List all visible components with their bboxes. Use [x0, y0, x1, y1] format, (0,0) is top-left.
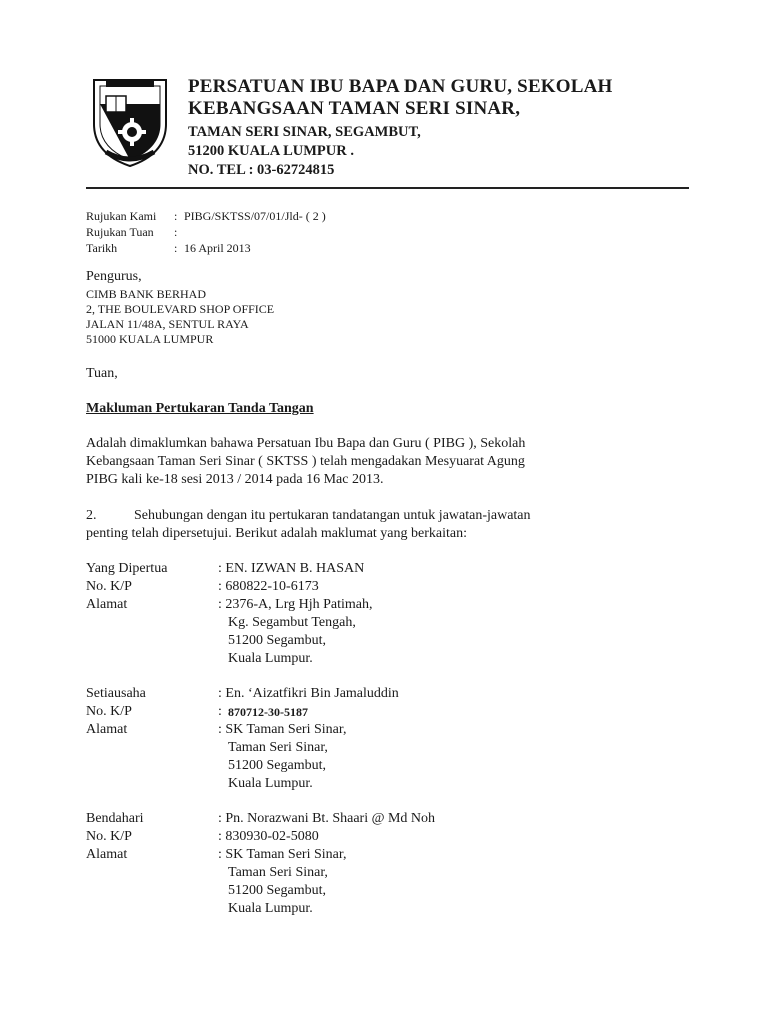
paragraph-line: Kebangsaan Taman Seri Sinar ( SKTSS ) telah mengadakan Mesyuarat Agung [86, 454, 525, 469]
org-address-line2: 51200 KUALA LUMPUR . [188, 143, 354, 159]
address-label: Alamat [86, 722, 128, 737]
address-line: Kuala Lumpur. [228, 776, 313, 791]
position-label: Yang Dipertua [86, 561, 168, 576]
recipient-line: JALAN 11/48A, SENTUL RAYA [86, 317, 249, 331]
address-line: : SK Taman Seri Sinar, [218, 722, 347, 737]
officer-setiausaha [86, 685, 399, 793]
id-label: No. K/P [86, 829, 132, 844]
organization-header [188, 76, 613, 180]
address-line: : SK Taman Seri Sinar, [218, 847, 347, 862]
paragraph-1 [86, 435, 686, 489]
reference-label: Rujukan Tuan [86, 225, 154, 239]
recipient-line: 51000 KUALA LUMPUR [86, 332, 214, 346]
paragraph-line [86, 507, 686, 525]
reference-row [86, 224, 326, 240]
id-number: 870712-30-5187 [228, 705, 308, 719]
id-number: : 830930-02-5080 [218, 829, 319, 844]
recipient-greeting: Pengurus, [86, 269, 142, 284]
reference-value: 16 April 2013 [184, 241, 251, 255]
reference-colon: : [174, 241, 178, 255]
id-label: No. K/P [86, 704, 132, 719]
reference-value: PIBG/SKTSS/07/01/Jld- ( 2 ) [184, 209, 326, 223]
address-line: : 2376-A, Lrg Hjh Patimah, [218, 597, 373, 612]
officer-yang-dipertua [86, 560, 373, 668]
id-number: : 680822-10-6173 [218, 579, 319, 594]
officer-name: : EN. IZWAN B. HASAN [218, 561, 365, 576]
recipient-line: CIMB BANK BERHAD [86, 287, 207, 301]
org-name-line1: PERSATUAN IBU BAPA DAN GURU, SEKOLAH [188, 76, 613, 97]
paragraph-line: penting telah dipersetujui. Berikut adalah maklumat yang berkaitan: [86, 526, 467, 541]
id-colon: : [218, 704, 222, 719]
school-crest-icon [86, 74, 174, 170]
org-address-line1: TAMAN SERI SINAR, SEGAMBUT, [188, 124, 421, 140]
header-divider [86, 187, 689, 189]
address-line: Kuala Lumpur. [228, 651, 313, 666]
paragraph-number: 2. [86, 508, 97, 523]
org-name-line2: KEBANGSAAN TAMAN SERI SINAR, [188, 98, 521, 119]
paragraph-text: Sehubungan dengan itu pertukaran tandatangan untuk jawatan-jawatan [134, 508, 531, 523]
address-line: Kuala Lumpur. [228, 901, 313, 916]
paragraph-line: PIBG kali ke-18 sesi 2013 / 2014 pada 16 Mac 2013. [86, 472, 384, 487]
address-line: 51200 Segambut, [228, 883, 326, 898]
reference-row [86, 208, 326, 224]
reference-label: Rujukan Kami [86, 209, 157, 223]
address-line: Taman Seri Sinar, [228, 740, 328, 755]
address-line: Taman Seri Sinar, [228, 865, 328, 880]
reference-block [86, 208, 326, 256]
address-label: Alamat [86, 597, 128, 612]
officer-bendahari [86, 810, 435, 918]
paragraph-line: Adalah dimaklumkan bahawa Persatuan Ibu Bapa dan Guru ( PIBG ), Sekolah [86, 436, 526, 451]
id-label: No. K/P [86, 579, 132, 594]
address-line: 51200 Segambut, [228, 758, 326, 773]
recipient-address [86, 268, 274, 347]
officer-name: : En. ‘Aizatfikri Bin Jamaluddin [218, 686, 399, 701]
position-label: Bendahari [86, 811, 144, 826]
letter-subject: Makluman Pertukaran Tanda Tangan [86, 401, 314, 416]
reference-colon: : [174, 209, 178, 223]
address-line: 51200 Segambut, [228, 633, 326, 648]
reference-label: Tarikh [86, 241, 118, 255]
address-label: Alamat [86, 847, 128, 862]
paragraph-2 [86, 507, 686, 543]
reference-row [86, 240, 326, 256]
position-label: Setiausaha [86, 686, 146, 701]
reference-colon: : [174, 225, 178, 239]
address-line: Kg. Segambut Tengah, [228, 615, 356, 630]
org-phone: NO. TEL : 03-62724815 [188, 162, 335, 178]
salutation: Tuan, [86, 366, 118, 381]
recipient-line: 2, THE BOULEVARD SHOP OFFICE [86, 302, 275, 316]
officer-name: : Pn. Norazwani Bt. Shaari @ Md Noh [218, 811, 436, 826]
